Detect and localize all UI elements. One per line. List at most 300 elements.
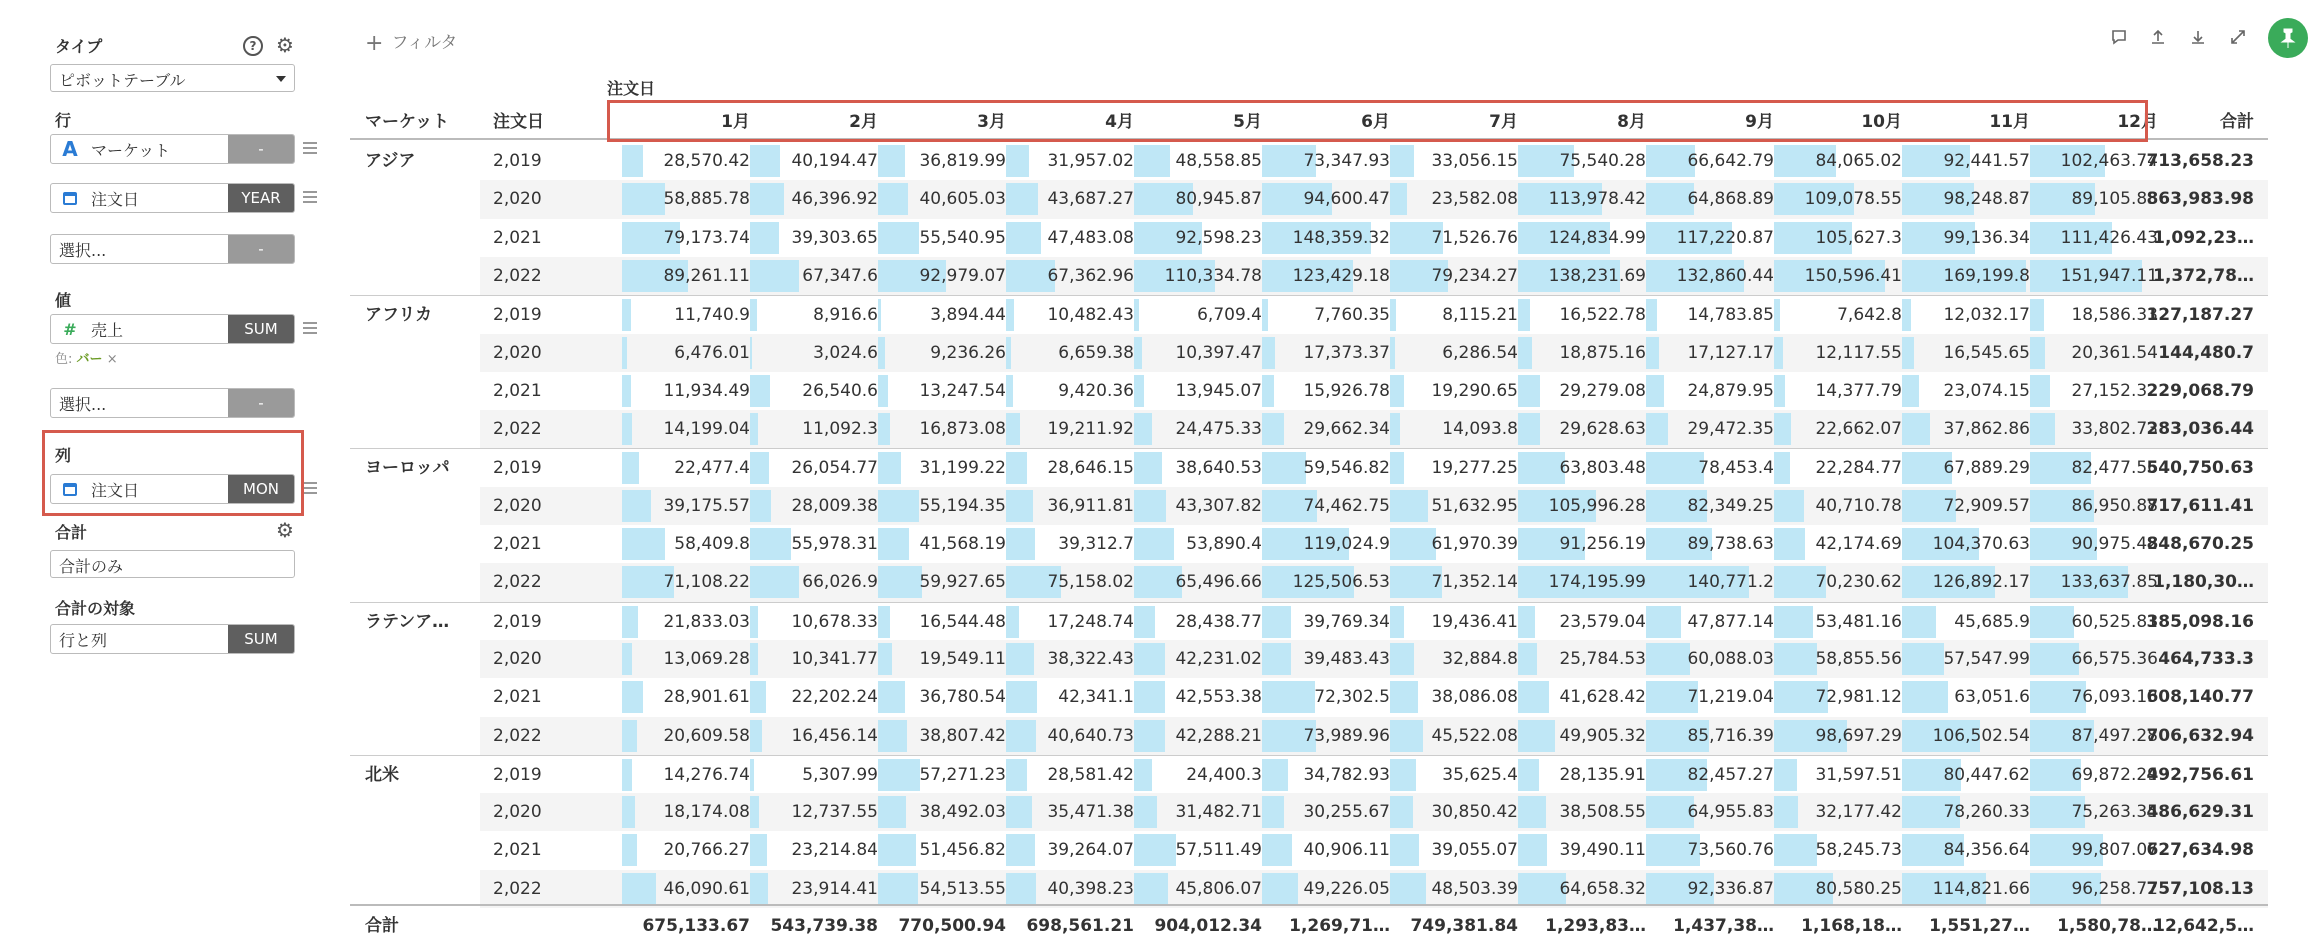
value-bar: [750, 452, 769, 484]
value-text: 148,359.32: [1292, 227, 1390, 248]
value-cell: [1390, 142, 1518, 180]
value-cell: [2030, 410, 2158, 448]
value-bar: [1262, 452, 1306, 484]
value-cell: [878, 296, 1006, 334]
value-bar: [1262, 299, 1268, 331]
value-text: 24,879.95: [1687, 380, 1774, 401]
month-header[interactable]: 8月: [1617, 112, 1646, 132]
value-text: 11,934.49: [663, 380, 750, 401]
aggregate-button[interactable]: SUM: [228, 315, 294, 343]
value-cell: [622, 296, 750, 334]
value-bar: [2030, 375, 2050, 407]
columns-label: 列: [55, 446, 72, 465]
value-bar: [878, 490, 919, 522]
value-bar: [622, 452, 639, 484]
value-bar: [1774, 452, 1790, 484]
value-cell: [1262, 640, 1390, 678]
sidebar: [0, 0, 310, 950]
value-text: 91,256.19: [1559, 534, 1646, 554]
value-text: 75,263.35: [2071, 802, 2158, 823]
value-cell: [2030, 257, 2158, 295]
value-text: 58,855.56: [1815, 648, 1902, 669]
column-total-cell: 675,133.67: [642, 916, 750, 936]
value-cell: [1518, 180, 1646, 218]
month-header[interactable]: 12月: [2117, 112, 2158, 132]
value-text: 34,782.93: [1303, 764, 1390, 785]
value-text: 67,889.29: [1943, 458, 2030, 479]
month-header[interactable]: 3月: [977, 112, 1006, 132]
value-cell: [1006, 870, 1134, 908]
value-cell: [1646, 640, 1774, 678]
value-text: 14,783.85: [1687, 305, 1774, 326]
row-total-cell: 144,480.7: [2158, 342, 2254, 363]
value-text: 16,544.48: [919, 611, 1006, 632]
value-text: 39,490.11: [1559, 840, 1646, 861]
gear-icon[interactable]: ⚙: [276, 518, 294, 542]
month-header[interactable]: 11月: [1989, 112, 2030, 132]
value-bar: [750, 528, 791, 560]
aggregate-button[interactable]: -: [228, 389, 294, 417]
value-text: 6,709.4: [1197, 305, 1262, 326]
value-cell: [1646, 449, 1774, 487]
row-field-select[interactable]: [50, 234, 295, 264]
value-text: 98,248.87: [1943, 189, 2030, 210]
value-text: 51,456.82: [919, 840, 1006, 861]
drag-handle-icon[interactable]: [303, 191, 317, 206]
value-bar: [750, 796, 759, 828]
value-text: 94,600.47: [1303, 189, 1390, 210]
rows-label: 行: [55, 111, 72, 130]
value-text: 84,065.02: [1815, 151, 1902, 171]
value-bar: [1390, 681, 1418, 713]
value-bar: [750, 720, 762, 752]
value-text: 39,175.57: [663, 495, 750, 516]
value-cell: [1262, 410, 1390, 448]
value-cell: [1262, 525, 1390, 563]
value-cell: [1902, 449, 2030, 487]
filter-label: フィルタ: [391, 33, 458, 53]
year-cell: 2,021: [493, 840, 542, 861]
value-text: 29,279.08: [1559, 380, 1646, 401]
value-text: 9,420.36: [1058, 380, 1134, 401]
value-bar: [1518, 413, 1540, 445]
value-text: 24,400.3: [1186, 764, 1262, 785]
value-text: 31,957.02: [1047, 151, 1134, 171]
value-cell: [1902, 717, 2030, 755]
comment-icon[interactable]: [2109, 28, 2129, 50]
value-bar: [878, 222, 919, 254]
value-text: 10,341.77: [791, 648, 878, 669]
value-cell: [1006, 831, 1134, 869]
value-text: 20,609.58: [663, 725, 750, 746]
value-cell: [1774, 793, 1902, 831]
value-cell: [1902, 334, 2030, 372]
value-text: 25,784.53: [1559, 648, 1646, 669]
value-bar: [622, 490, 651, 522]
row-total-cell: 486,629.31: [2146, 802, 2254, 823]
value-text: 38,640.53: [1175, 458, 1262, 479]
value-field-select[interactable]: [50, 388, 295, 418]
value-cell: [622, 257, 750, 295]
row-field-name: マーケット: [91, 140, 171, 160]
value-bar: [750, 337, 752, 369]
value-cell: [1646, 603, 1774, 641]
value-text: 109,078.55: [1804, 189, 1902, 210]
drag-handle-icon[interactable]: [303, 482, 317, 497]
values-label: 値: [55, 291, 72, 310]
value-cell: [622, 678, 750, 716]
row-total-cell: 608,140.77: [2146, 687, 2254, 708]
value-text: 67,347.6: [802, 265, 878, 286]
value-bar: [750, 873, 768, 905]
value-bar: [878, 796, 906, 828]
value-cell: [1774, 372, 1902, 410]
value-cell: [878, 717, 1006, 755]
value-field-sales[interactable]: [50, 314, 295, 344]
close-icon[interactable]: ×: [106, 352, 118, 367]
value-text: 71,219.04: [1687, 687, 1774, 708]
aggregate-button[interactable]: MON: [228, 475, 294, 503]
value-cell: [1262, 603, 1390, 641]
value-cell: [1902, 180, 2030, 218]
year-cell: 2,019: [493, 764, 542, 785]
value-text: 36,911.81: [1047, 495, 1134, 516]
value-bar: [1518, 452, 1565, 484]
value-cell: [2030, 717, 2158, 755]
value-cell: [878, 334, 1006, 372]
value-bar: [878, 566, 922, 598]
help-icon[interactable]: ?: [243, 36, 263, 56]
value-bar: [1262, 834, 1292, 866]
value-text: 71,526.76: [1431, 227, 1518, 248]
row-field-market[interactable]: [50, 134, 295, 164]
value-cell: [1902, 563, 2030, 601]
value-bar: [750, 643, 758, 675]
value-cell: [1518, 296, 1646, 334]
value-bar: [1006, 606, 1019, 638]
totals-label: 合計: [365, 916, 399, 936]
value-cell: [1262, 678, 1390, 716]
value-cell: [1134, 334, 1262, 372]
total-select[interactable]: [50, 550, 295, 578]
value-cell: [1390, 793, 1518, 831]
value-bar: [1390, 796, 1413, 828]
value-cell: [1518, 603, 1646, 641]
value-cell: [878, 563, 1006, 601]
value-cell: [1646, 487, 1774, 525]
add-filter-button[interactable]: [365, 28, 457, 56]
pin-button[interactable]: [2268, 18, 2308, 58]
row-field-order-date[interactable]: [50, 183, 295, 213]
row-total-cell: 713,658.23: [2146, 151, 2254, 171]
year-cell: 2,022: [493, 725, 542, 746]
value-cell: [1390, 831, 1518, 869]
value-bar: [622, 299, 631, 331]
value-bar: [878, 452, 901, 484]
value-cell: [1646, 717, 1774, 755]
value-text: 64,658.32: [1559, 878, 1646, 899]
value-bar: [1518, 720, 1555, 752]
value-cell: [750, 717, 878, 755]
value-text: 33,056.15: [1431, 151, 1518, 171]
value-bar: [1006, 375, 1013, 407]
value-cell: [2030, 449, 2158, 487]
value-text: 28,581.42: [1047, 764, 1134, 785]
value-cell: [1902, 372, 2030, 410]
column-total-cell: 543,739.38: [770, 916, 878, 936]
value-text: 31,482.71: [1175, 802, 1262, 823]
row-total-cell: 540,750.63: [2146, 458, 2254, 479]
value-bar: [1774, 490, 1804, 522]
value-bar: [878, 720, 907, 752]
value-text: 40,640.73: [1047, 725, 1134, 746]
value-text: 45,522.08: [1431, 725, 1518, 746]
value-cell: [2030, 870, 2158, 908]
totals-row: [350, 904, 2268, 944]
value-cell: [1518, 525, 1646, 563]
total-target-field[interactable]: [50, 624, 295, 654]
grand-total: 12,642,5…: [2153, 916, 2254, 936]
value-bar: [1390, 337, 1395, 369]
value-text: 11,740.9: [674, 305, 750, 326]
value-text: 57,511.49: [1175, 840, 1262, 861]
value-text: 11,092.3: [802, 419, 878, 440]
row-total-cell: 1,372,78…: [2153, 265, 2254, 286]
value-text: 86,950.88: [2071, 495, 2158, 516]
value-text: 40,710.78: [1815, 495, 1902, 516]
value-cell: [1518, 678, 1646, 716]
table-row: [350, 831, 2268, 869]
value-bar: [750, 299, 757, 331]
value-cell: [1134, 756, 1262, 794]
plus-icon: +: [365, 31, 384, 56]
value-bar: [1006, 796, 1032, 828]
gear-icon[interactable]: ⚙: [276, 33, 294, 57]
value-bar: [622, 337, 627, 369]
value-text: 79,173.74: [663, 227, 750, 248]
value-cell: [1646, 219, 1774, 257]
value-cell: [1902, 257, 2030, 295]
value-bar: [750, 145, 780, 177]
value-cell: [1006, 487, 1134, 525]
value-cell: [2030, 219, 2158, 257]
value-bar: [1902, 337, 1914, 369]
value-text: 30,255.67: [1303, 802, 1390, 823]
value-text: 119,024.9: [1303, 534, 1390, 554]
market-cell: アジア: [365, 151, 416, 171]
value-text: 12,117.55: [1815, 342, 1902, 363]
value-text: 169,199.8: [1943, 265, 2030, 286]
value-bar: [750, 566, 799, 598]
year-header[interactable]: 注文日: [493, 112, 544, 132]
aggregate-button[interactable]: SUM: [228, 625, 294, 653]
value-text: 124,834.99: [1548, 227, 1646, 248]
value-cell: [2030, 678, 2158, 716]
value-bar: [750, 260, 799, 292]
value-cell: [1134, 449, 1262, 487]
value-text: 14,199.04: [663, 419, 750, 440]
value-cell: [1774, 180, 1902, 218]
row-field-placeholder: 選択...: [59, 240, 107, 260]
value-bar: [1390, 643, 1414, 675]
upload-icon[interactable]: [2148, 28, 2168, 50]
value-bar: [1006, 528, 1035, 560]
value-cell: [1006, 793, 1134, 831]
month-header[interactable]: 9月: [1745, 112, 1774, 132]
value-text: 16,456.14: [791, 725, 878, 746]
value-cell: [1134, 142, 1262, 180]
value-bar: [622, 413, 632, 445]
value-text: 45,806.07: [1175, 878, 1262, 899]
month-header[interactable]: 4月: [1105, 112, 1134, 132]
value-cell: [1774, 410, 1902, 448]
value-bar: [878, 375, 888, 407]
value-text: 140,771.2: [1687, 572, 1774, 593]
value-text: 89,738.63: [1687, 534, 1774, 554]
value-text: 113,978.42: [1548, 189, 1646, 210]
value-text: 138,231.69: [1548, 265, 1646, 286]
value-text: 123,429.18: [1292, 265, 1390, 286]
value-bar: [1134, 606, 1155, 638]
value-text: 57,547.99: [1943, 648, 2030, 669]
value-bar: [1774, 375, 1785, 407]
value-text: 18,586.33: [2071, 305, 2158, 326]
value-cell: [1518, 793, 1646, 831]
value-text: 9,236.26: [930, 342, 1006, 363]
month-header[interactable]: 10月: [1861, 112, 1902, 132]
value-cell: [1006, 219, 1134, 257]
value-bar: [1902, 643, 1944, 675]
aggregate-button[interactable]: YEAR: [228, 184, 294, 212]
value-text: 73,989.96: [1303, 725, 1390, 746]
value-cell: [1646, 334, 1774, 372]
value-text: 6,659.38: [1058, 342, 1134, 363]
value-text: 89,261.11: [663, 265, 750, 286]
row-field-name: 注文日: [91, 189, 140, 209]
value-cell: [1390, 449, 1518, 487]
value-cell: [1006, 640, 1134, 678]
row-total-cell: 385,098.16: [2146, 611, 2254, 632]
value-cell: [1134, 640, 1262, 678]
value-bar: [1646, 337, 1659, 369]
value-text: 92,979.07: [919, 265, 1006, 286]
value-text: 47,483.08: [1047, 227, 1134, 248]
value-cell: [750, 603, 878, 641]
value-text: 17,373.37: [1303, 342, 1390, 363]
aggregate-button[interactable]: -: [228, 235, 294, 263]
value-bar: [1006, 759, 1027, 791]
value-text: 49,226.05: [1303, 878, 1390, 899]
value-cell: [1390, 180, 1518, 218]
value-bar: [1646, 299, 1657, 331]
value-cell: [1518, 334, 1646, 372]
value-text: 72,981.12: [1815, 687, 1902, 708]
value-bar: [750, 490, 771, 522]
value-bar: [1774, 413, 1791, 445]
value-bar: [1006, 337, 1011, 369]
value-cell: [1646, 831, 1774, 869]
value-cell: [1518, 372, 1646, 410]
month-header[interactable]: 2月: [849, 112, 878, 132]
value-bar: [1774, 299, 1780, 331]
total-header[interactable]: 合計: [2220, 112, 2254, 132]
value-text: 64,955.83: [1687, 802, 1774, 823]
value-cell: [2030, 296, 2158, 334]
value-bar: [1518, 606, 1535, 638]
month-header[interactable]: 6月: [1361, 112, 1390, 132]
value-bar: [750, 375, 770, 407]
expand-icon[interactable]: [2228, 28, 2248, 50]
value-bar: [1518, 299, 1530, 331]
chart-type-select[interactable]: [50, 64, 295, 92]
value-text: 42,553.38: [1175, 687, 1262, 708]
value-cell: [1518, 142, 1646, 180]
value-cell: [1774, 219, 1902, 257]
value-bar: [1518, 796, 1546, 828]
value-cell: [1134, 219, 1262, 257]
value-bar: [2030, 413, 2055, 445]
drag-handle-icon[interactable]: [303, 142, 317, 157]
value-cell: [1774, 870, 1902, 908]
value-cell: [878, 525, 1006, 563]
color-setting[interactable]: [55, 348, 118, 367]
value-text: 6,476.01: [674, 342, 750, 363]
value-bar: [622, 759, 632, 791]
value-bar: [1774, 337, 1783, 369]
value-bar: [622, 528, 665, 560]
value-text: 38,492.03: [919, 802, 1006, 823]
value-cell: [750, 219, 878, 257]
market-header[interactable]: マーケット: [365, 112, 450, 132]
value-bar: [750, 222, 779, 254]
value-text: 125,506.53: [1292, 572, 1390, 593]
value-cell: [1262, 793, 1390, 831]
value-cell: [1134, 870, 1262, 908]
month-header[interactable]: 7月: [1489, 112, 1518, 132]
value-cell: [1774, 717, 1902, 755]
value-cell: [1006, 756, 1134, 794]
value-cell: [2030, 372, 2158, 410]
value-bar: [1390, 490, 1428, 522]
value-cell: [1774, 603, 1902, 641]
aggregate-button[interactable]: -: [228, 135, 294, 163]
value-cell: [622, 180, 750, 218]
value-text: 31,597.51: [1815, 764, 1902, 785]
year-cell: 2,022: [493, 419, 542, 440]
value-text: 43,307.82: [1175, 495, 1262, 516]
column-total-cell: 698,561.21: [1026, 916, 1134, 936]
value-bar: [1390, 759, 1416, 791]
value-bar: [1518, 337, 1532, 369]
value-text: 69,872.29: [2071, 764, 2158, 785]
value-bar: [1262, 643, 1291, 675]
value-text: 117,220.87: [1676, 227, 1774, 248]
month-header[interactable]: 1月: [721, 112, 750, 132]
value-bar: [750, 759, 754, 791]
year-cell: 2,019: [493, 305, 542, 326]
value-bar: [1006, 720, 1036, 752]
month-header[interactable]: 5月: [1233, 112, 1262, 132]
download-icon[interactable]: [2188, 28, 2208, 50]
value-cell: [1006, 296, 1134, 334]
value-text: 98,697.29: [1815, 725, 1902, 746]
value-cell: [1390, 257, 1518, 295]
table-row: [350, 870, 2268, 908]
value-text: 13,945.07: [1175, 380, 1262, 401]
drag-handle-icon[interactable]: [303, 322, 317, 337]
value-cell: [878, 487, 1006, 525]
table-row: [350, 755, 2268, 793]
